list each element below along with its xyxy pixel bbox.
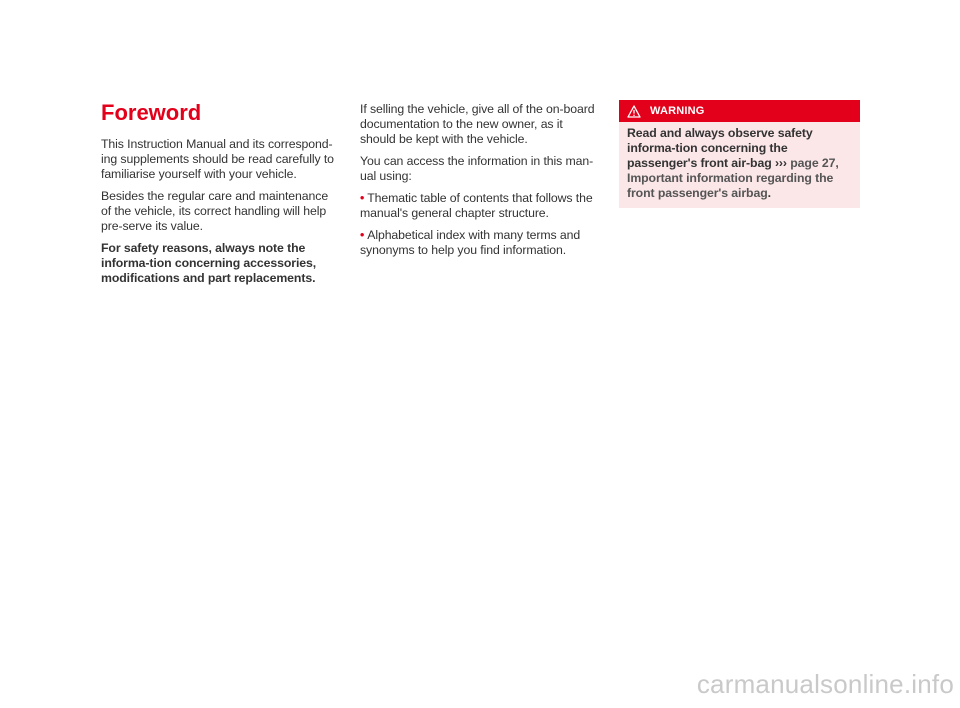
bullet-item-contents — [360, 191, 600, 221]
page-reference-link[interactable]: page 27, Important information regarding the front passenger's airbag — [627, 156, 839, 200]
safety-note-paragraph: For safety reasons, always note the informa-tion concerning accessories, modifications and part replacements. — [101, 241, 317, 285]
reference-arrow-icon: ››› — [774, 156, 787, 170]
warning-header — [619, 100, 860, 122]
right-column — [619, 100, 859, 208]
care-paragraph: Besides the regular care and maintenance of the vehicle, its correct handling will help pre-serve its value. — [101, 189, 329, 233]
access-paragraph: You can access the information in this man-ual using: — [360, 154, 594, 183]
left-column — [101, 100, 341, 293]
selling-paragraph: If selling the vehicle, give all of the on-board documentation to the new owner, as it should be kept with the vehicle. — [360, 102, 595, 146]
warning-box — [619, 100, 860, 208]
middle-column — [360, 102, 600, 265]
bullet-icon: • — [360, 228, 365, 242]
page-title: Foreword — [101, 100, 202, 125]
bullet-text: Thematic table of contents that follows the manual's general chapter structure. — [360, 191, 593, 220]
bullet-icon: • — [360, 191, 365, 205]
watermark: carmanualsonline.info — [696, 669, 954, 699]
warning-text: Read and always observe safety informa-tion concerning the passenger's front air-bag — [627, 126, 813, 170]
warning-label: WARNING — [650, 104, 705, 117]
bullet-text: Alphabetical index with many terms and synonyms to help you find information. — [360, 228, 581, 257]
warning-end-period: . — [767, 186, 771, 200]
warning-triangle-icon — [627, 105, 641, 118]
bullet-item-index — [360, 228, 600, 258]
warning-body — [619, 122, 860, 201]
intro-paragraph: This Instruction Manual and its correspond-ing supplements should be read carefully to familiarise yourself with your vehicle. — [101, 137, 334, 181]
